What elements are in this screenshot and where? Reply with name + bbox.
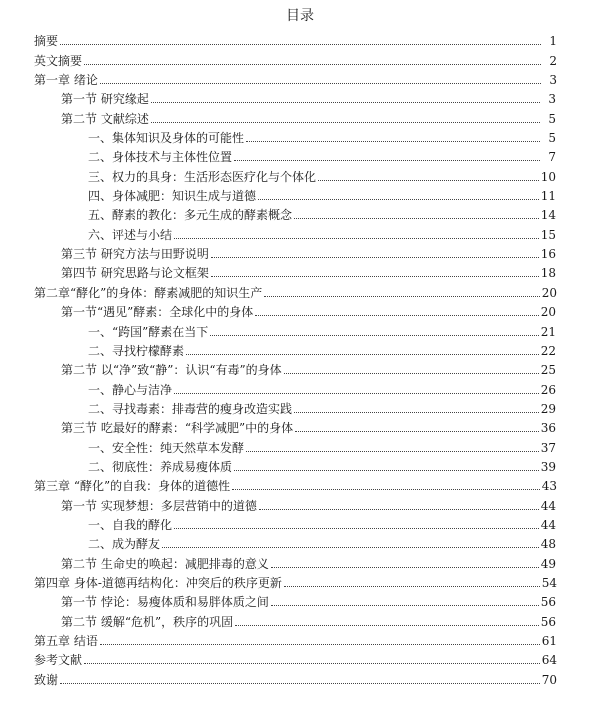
toc-entry[interactable] xyxy=(0,667,600,686)
toc-entry-label: 一、安全性：纯天然草本发酵 xyxy=(88,440,245,455)
toc-entry-page-number: 21 xyxy=(540,324,556,339)
dot-leader xyxy=(246,451,539,452)
toc-entry-page-number: 3 xyxy=(549,73,557,88)
toc-entry-label: 第二章“酵化”的身体：酵素减肥的知识生产 xyxy=(34,285,263,300)
toc-entry-page-number: 37 xyxy=(540,440,556,455)
dot-leader xyxy=(211,257,539,258)
toc-entry-label: 第五章 结语 xyxy=(34,634,98,648)
toc-entry-label: 英文摘要 xyxy=(34,53,83,68)
toc-entry[interactable] xyxy=(0,609,600,628)
dot-leader xyxy=(258,199,539,200)
toc-entry[interactable] xyxy=(0,551,600,570)
dot-leader xyxy=(284,586,540,587)
dot-leader xyxy=(174,238,539,239)
toc-entry[interactable] xyxy=(0,29,600,48)
toc-entry[interactable] xyxy=(0,339,600,358)
toc-entry[interactable] xyxy=(0,397,600,416)
dot-leader xyxy=(232,489,540,490)
toc-entry[interactable] xyxy=(0,319,600,338)
dot-leader xyxy=(151,102,540,103)
toc-entry-label: 第一章 绪论 xyxy=(34,73,98,88)
dot-leader xyxy=(186,354,539,355)
toc-entry-label: 第二节 缓解“危机”，秩序的巩固 xyxy=(61,614,234,629)
toc-entry-page-number: 10 xyxy=(540,169,556,184)
toc-entry-label: 第一节 悖论：易瘦体质和易胖体质之间 xyxy=(61,595,269,610)
toc-entry-page-number: 1 xyxy=(549,34,557,49)
toc-entry-label: 二、身体技术与主体性位置 xyxy=(88,150,233,165)
toc-entry-label: 第四章 身体-道德再结构化：冲突后的秩序更新 xyxy=(34,575,282,590)
dot-leader xyxy=(294,412,539,413)
toc-entry-page-number: 18 xyxy=(540,266,556,281)
toc-entry-page-number: 2 xyxy=(549,53,557,68)
toc-entry-page-number: 43 xyxy=(541,479,557,494)
toc-entry-label: 第二节 以“净”致“静”：认识“有毒”的身体 xyxy=(61,363,282,378)
toc-entry-label: 第二节 生命史的唤起：减肥排毒的意义 xyxy=(61,556,269,571)
dot-leader xyxy=(210,335,538,336)
toc-entry-page-number: 20 xyxy=(541,285,557,300)
toc-entry-page-number: 49 xyxy=(540,556,556,571)
toc-entry-label: 二、彻底性：养成易瘦体质 xyxy=(88,459,233,474)
toc-entry[interactable] xyxy=(0,222,600,241)
toc-entry-page-number: 15 xyxy=(540,227,556,242)
dot-leader xyxy=(174,393,539,394)
toc-entry-label: 第三章 “酵化”的自我：身体的道德性 xyxy=(34,479,231,494)
dot-leader xyxy=(246,141,540,142)
toc-entry-label: 致谢 xyxy=(34,672,59,687)
dot-leader xyxy=(284,373,539,374)
dot-leader xyxy=(60,683,540,684)
toc-entry-label: 二、寻找柠檬酵素 xyxy=(88,343,185,358)
toc-entry-page-number: 56 xyxy=(540,614,556,629)
toc-entry-page-number: 14 xyxy=(540,208,556,223)
toc-entry-label: 四、身体减肥：知识生成与道德 xyxy=(88,189,257,204)
toc-entry-page-number: 29 xyxy=(540,401,556,416)
toc-entry[interactable] xyxy=(0,648,600,667)
dot-leader xyxy=(84,64,541,65)
dot-leader xyxy=(264,296,539,297)
table-of-contents xyxy=(0,29,600,687)
toc-entry-page-number: 11 xyxy=(540,189,556,204)
toc-entry-label: 一、静心与洁净 xyxy=(88,382,173,397)
dot-leader xyxy=(295,431,539,432)
toc-entry-page-number: 3 xyxy=(548,92,556,107)
toc-entry[interactable] xyxy=(0,455,600,474)
toc-entry-page-number: 5 xyxy=(548,111,556,126)
toc-entry[interactable] xyxy=(0,571,600,590)
toc-entry-page-number: 61 xyxy=(541,634,557,648)
dot-leader xyxy=(100,644,540,645)
toc-entry[interactable] xyxy=(0,106,600,125)
dot-leader xyxy=(234,470,539,471)
toc-entry[interactable] xyxy=(0,203,600,222)
toc-entry-page-number: 44 xyxy=(540,517,556,532)
toc-entry[interactable] xyxy=(0,300,600,319)
toc-entry-page-number: 36 xyxy=(540,421,556,436)
toc-entry[interactable] xyxy=(0,87,600,106)
toc-entry[interactable] xyxy=(0,280,600,299)
dot-leader xyxy=(211,276,539,277)
toc-entry-label: 一、自我的酵化 xyxy=(88,517,173,532)
toc-entry-page-number: 22 xyxy=(540,343,556,358)
dot-leader xyxy=(271,567,539,568)
toc-entry-page-number: 20 xyxy=(540,305,556,320)
toc-entry-label: 二、成为酵友 xyxy=(88,537,161,552)
dot-leader xyxy=(100,83,541,84)
dot-leader xyxy=(235,625,539,626)
toc-entry-page-number: 5 xyxy=(548,131,556,146)
toc-entry[interactable] xyxy=(0,358,600,377)
toc-entry[interactable] xyxy=(0,629,600,648)
toc-entry-label: 二、寻找毒素：排毒营的瘦身改造实践 xyxy=(88,401,293,416)
dot-leader xyxy=(60,44,541,45)
toc-entry-label: 第一节 实现梦想：多层营销中的道德 xyxy=(61,498,257,513)
dot-leader xyxy=(259,509,539,510)
toc-entry[interactable] xyxy=(0,590,600,609)
toc-entry[interactable] xyxy=(0,184,600,203)
dot-leader xyxy=(174,528,539,529)
toc-entry-label: 六、评述与小结 xyxy=(88,227,173,242)
toc-entry-label: 第三节 研究方法与田野说明 xyxy=(61,247,209,262)
toc-entry-page-number: 16 xyxy=(540,247,556,262)
toc-entry-label: 第一节 研究缘起 xyxy=(61,92,149,107)
toc-entry-page-number: 26 xyxy=(540,382,556,397)
toc-entry-label: 第一节“遇见”酵素：全球化中的身体 xyxy=(61,305,254,320)
toc-entry[interactable] xyxy=(0,416,600,435)
toc-entry[interactable] xyxy=(0,145,600,164)
toc-entry-label: 五、酵素的教化：多元生成的酵素概念 xyxy=(88,208,293,223)
toc-entry-page-number: 54 xyxy=(541,575,557,590)
toc-entry-label: 一、“跨国”酵素在当下 xyxy=(88,324,209,339)
toc-entry[interactable] xyxy=(0,126,600,145)
toc-entry[interactable] xyxy=(0,474,600,493)
toc-entry-label: 参考文献 xyxy=(34,653,83,668)
dot-leader xyxy=(255,315,538,316)
toc-entry[interactable] xyxy=(0,493,600,512)
toc-entry[interactable] xyxy=(0,377,600,396)
toc-entry[interactable] xyxy=(0,68,600,87)
toc-entry[interactable] xyxy=(0,164,600,183)
toc-entry-label: 摘要 xyxy=(34,34,59,49)
toc-entry-page-number: 48 xyxy=(540,537,556,552)
page-title: 目录 xyxy=(286,8,314,24)
toc-entry-page-number: 7 xyxy=(548,150,556,165)
dot-leader xyxy=(318,180,539,181)
dot-leader xyxy=(162,547,539,548)
toc-entry[interactable] xyxy=(0,48,600,67)
toc-entry[interactable] xyxy=(0,532,600,551)
dot-leader xyxy=(151,122,540,123)
toc-entry-page-number: 39 xyxy=(540,459,556,474)
toc-entry[interactable] xyxy=(0,513,600,532)
toc-entry-label: 第三节 吃最好的酵素：“科学减肥”中的身体 xyxy=(61,421,294,436)
toc-entry-page-number: 70 xyxy=(541,672,557,687)
toc-entry-page-number: 25 xyxy=(540,363,556,378)
toc-entry-page-number: 64 xyxy=(541,653,557,668)
dot-leader xyxy=(84,663,540,664)
toc-entry-label: 三、权力的具身：生活形态医疗化与个体化 xyxy=(88,169,317,184)
dot-leader xyxy=(271,605,539,606)
dot-leader xyxy=(294,218,539,219)
toc-entry-page-number: 44 xyxy=(540,498,556,513)
toc-entry-label: 第四节 研究思路与论文框架 xyxy=(61,266,209,281)
dot-leader xyxy=(234,160,540,161)
toc-entry-page-number: 56 xyxy=(540,595,556,610)
toc-entry-label: 第二节 文献综述 xyxy=(61,111,149,126)
toc-entry[interactable] xyxy=(0,242,600,261)
toc-entry[interactable] xyxy=(0,261,600,280)
toc-entry-label: 一、集体知识及身体的可能性 xyxy=(88,131,245,146)
toc-entry[interactable] xyxy=(0,435,600,454)
